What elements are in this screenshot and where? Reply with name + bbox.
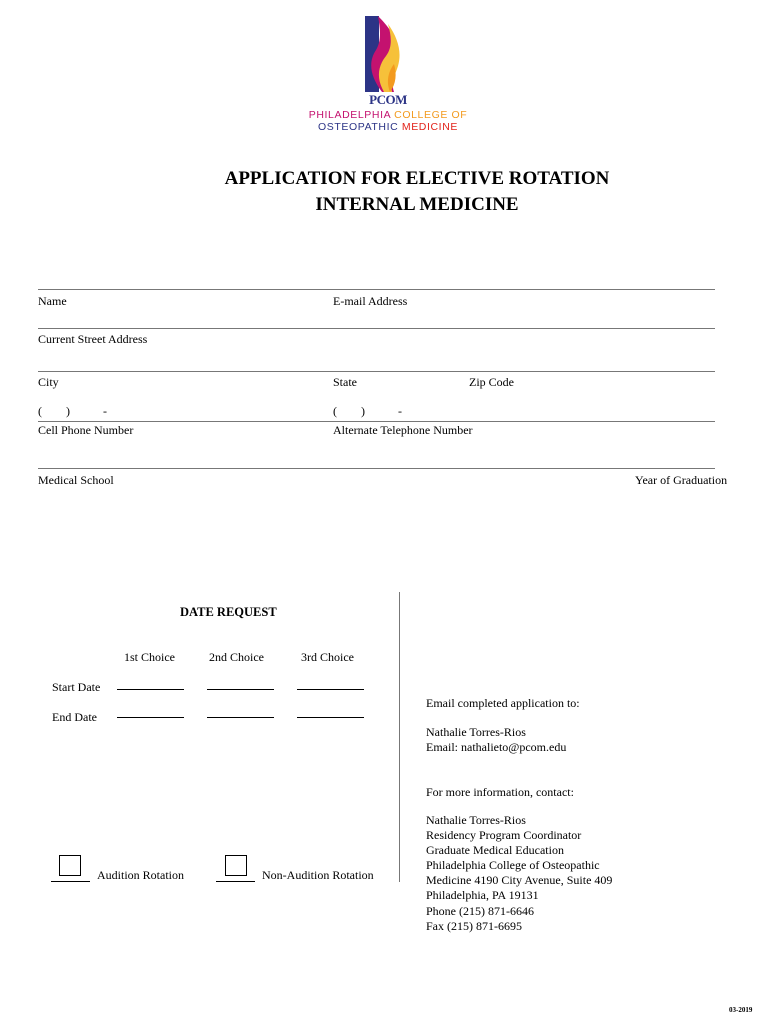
- non-audition-rotation-checkbox[interactable]: [225, 855, 247, 876]
- start-date-label: Start Date: [52, 680, 101, 694]
- street-rule: [38, 328, 715, 329]
- contact-fax: Fax (215) 871-6695: [426, 918, 522, 933]
- name-label: Name: [38, 294, 67, 308]
- contact-address-line: Medicine 4190 City Avenue, Suite 409: [426, 873, 613, 888]
- date-request-heading: DATE REQUEST: [180, 605, 277, 619]
- pcom-logo: [306, 14, 470, 134]
- contact-phone: Phone (215) 871-6646: [426, 903, 534, 918]
- second-choice-label: 2nd Choice: [209, 650, 264, 664]
- contact-email: Email: nathalieto@pcom.edu: [426, 740, 567, 754]
- logo-word-medicine: MEDICINE: [401, 121, 458, 133]
- contact-address-line: Nathalie Torres-Rios: [426, 813, 526, 827]
- contact-address-line: Philadelphia College of Osteopathic: [426, 858, 600, 873]
- form-title-line-2: INTERNAL MEDICINE: [315, 194, 519, 215]
- state-label: State: [333, 375, 357, 389]
- email-to-label: Email completed application to:: [426, 696, 580, 710]
- contact-address-line: Philadelphia, PA 19131: [426, 888, 539, 903]
- school-rule: [38, 468, 715, 469]
- alt-phone-mask: ( ) -: [333, 404, 402, 418]
- start-date-2nd-field[interactable]: [207, 689, 274, 690]
- contact-name: Nathalie Torres-Rios: [426, 725, 526, 739]
- logo-line-1: [306, 109, 470, 121]
- cell-phone-mask: ( ) -: [38, 404, 107, 418]
- revision-code: 03-2019: [729, 1006, 753, 1014]
- alt-phone-label: Alternate Telephone Number: [333, 423, 473, 437]
- logo-word-osteopathic: OSTEOPATHIC: [318, 121, 399, 133]
- more-info-label: For more information, contact:: [426, 785, 574, 799]
- logo-word-philadelphia: PHILADELPHIA: [308, 109, 391, 121]
- audition-rotation-label: Audition Rotation: [97, 868, 184, 882]
- logo-line-2: [306, 121, 470, 133]
- email-label: E-mail Address: [333, 294, 408, 308]
- flame-icon: [360, 14, 416, 94]
- start-date-3rd-field[interactable]: [297, 689, 364, 690]
- medical-school-label: Medical School: [38, 473, 114, 487]
- audition-rotation-underline: [51, 881, 90, 882]
- cell-phone-label: Cell Phone Number: [38, 423, 134, 437]
- logo-word-college-of: COLLEGE OF: [394, 109, 468, 121]
- form-title-line-1: APPLICATION FOR ELECTIVE ROTATION: [224, 168, 610, 189]
- column-divider: [399, 592, 400, 882]
- non-audition-rotation-underline: [216, 881, 255, 882]
- contact-address-block: [426, 813, 612, 934]
- start-date-1st-field[interactable]: [117, 689, 184, 690]
- end-date-label: End Date: [52, 710, 97, 724]
- third-choice-label: 3rd Choice: [301, 650, 354, 664]
- contact-address-line: Graduate Medical Education: [426, 843, 564, 858]
- name-rule: [38, 289, 715, 290]
- logo-abbrev: PCOM: [369, 92, 407, 107]
- end-date-2nd-field[interactable]: [207, 717, 274, 718]
- first-choice-label: 1st Choice: [124, 650, 175, 664]
- city-label: City: [38, 375, 59, 389]
- end-date-3rd-field[interactable]: [297, 717, 364, 718]
- contact-address-line: Residency Program Coordinator: [426, 828, 582, 843]
- audition-rotation-checkbox[interactable]: [59, 855, 81, 876]
- zip-label: Zip Code: [469, 375, 514, 389]
- grad-year-label: Year of Graduation: [635, 473, 728, 487]
- non-audition-rotation-label: Non-Audition Rotation: [262, 868, 374, 882]
- street-label: Current Street Address: [38, 332, 148, 346]
- end-date-1st-field[interactable]: [117, 717, 184, 718]
- phone-rule: [38, 421, 715, 422]
- city-rule: [38, 371, 715, 372]
